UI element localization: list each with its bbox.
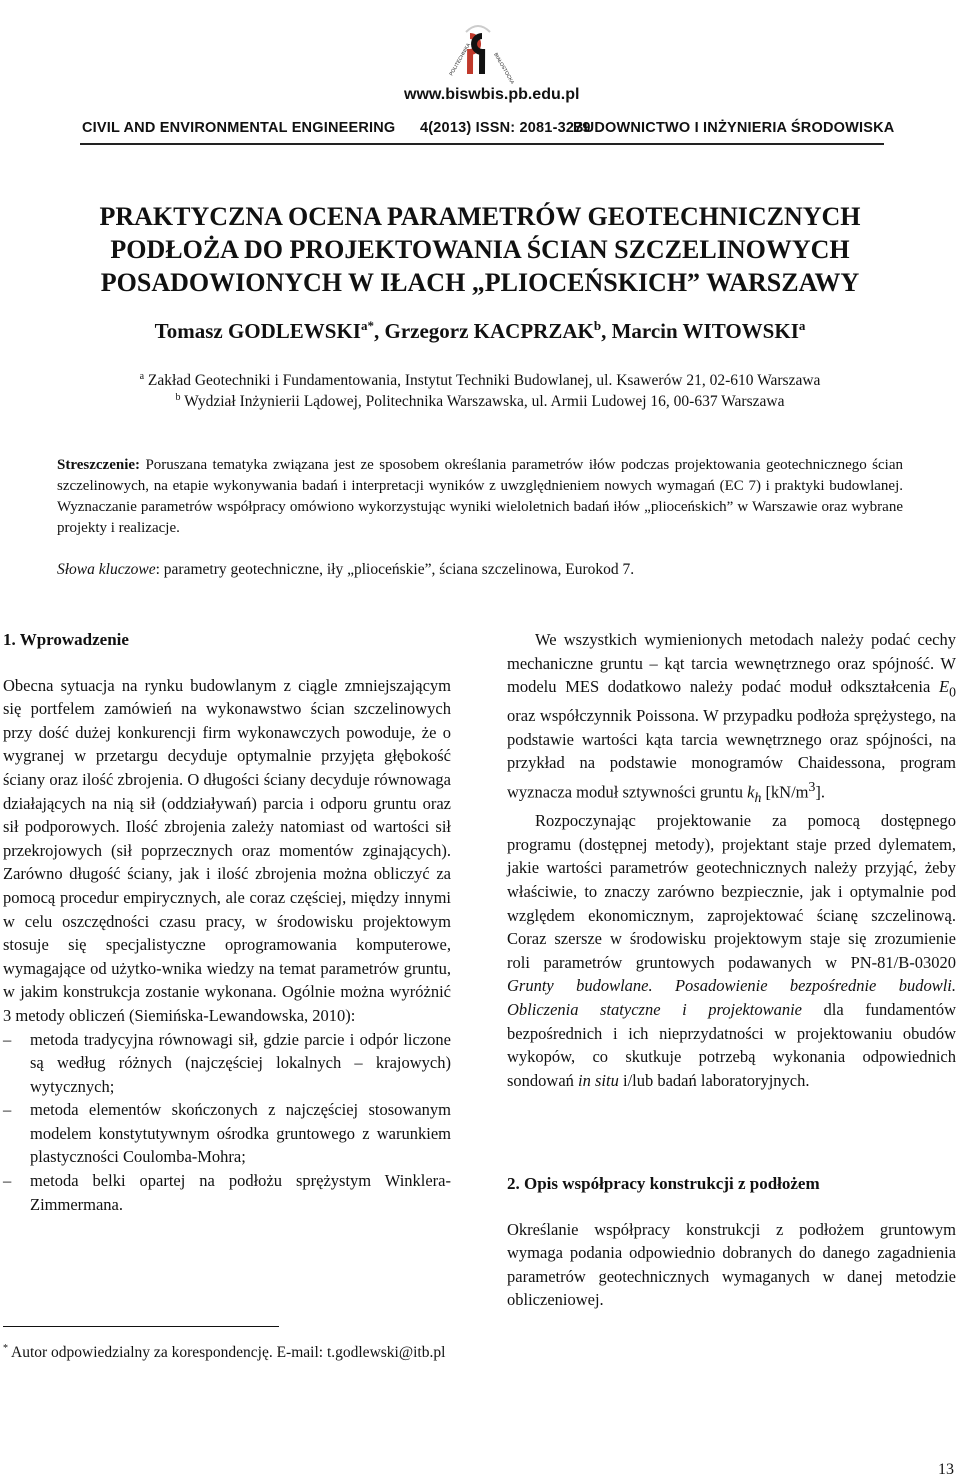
abstract xyxy=(57,455,903,539)
site-url[interactable]: www.biswbis.pb.edu.pl xyxy=(404,86,580,103)
author-3: , Marcin WITOWSKI xyxy=(601,319,799,343)
abstract-label: Streszczenie: xyxy=(57,457,141,473)
symbol-k: k xyxy=(747,782,755,802)
dash-bullet: – xyxy=(3,1100,12,1120)
abstract-text: Poruszana tematyka związana jest ze sposobem określania parametrów iłów podczas projektowania geotechnicznego ścian szczelinowych, na etapie wykonywania badań i interpretacji wyników z uwzględnieniem nowych wymagań (EC 7) i praktyki budowlanej. Wyznaczanie parametrów współpracy omówiono wykorzystując wyniki wieloletnich badań iłów „plioceńskich” w Warszawie oraz wybrane projekty i realizacje. xyxy=(57,457,903,536)
list-item-text: metoda tradycyjna równowagi sił, gdzie parcie i odpór liczone są według różnych (najczęściej lokalnych – krajowych) wytycznych; xyxy=(30,1029,451,1096)
right-column xyxy=(507,628,956,1092)
right-paragraph-2 xyxy=(507,809,956,1092)
left-column xyxy=(3,628,451,1216)
footnote-text: Autor odpowiedzialny za korespondencję. E-mail: t.godlewski@itb.pl xyxy=(8,1344,446,1362)
journal-name-pl: BUDOWNICTWO I INŻYNIERIA ŚRODOWISKA xyxy=(573,120,895,136)
unit-sup: 3 xyxy=(808,778,816,794)
symbol-E-sub: 0 xyxy=(949,684,956,700)
authors xyxy=(40,318,920,344)
text-run: i/lub badań laboratoryjnych. xyxy=(618,1070,810,1090)
text-run: dla fundamentów bezpośrednich i ich nieprzydatności w projektowaniu obudów wykopów, co skutkuje potrzebą wykonania odpowiednich sondowań xyxy=(507,1000,956,1090)
paper-title xyxy=(40,200,920,299)
list-item-text: metoda belki opartej na podłożu sprężystym Winklera-Zimmermana. xyxy=(30,1171,451,1214)
keywords xyxy=(57,561,903,579)
affiliation-b xyxy=(40,392,920,411)
in-situ-term: in situ xyxy=(578,1070,619,1090)
keywords-label: Słowa kluczowe xyxy=(57,561,156,578)
affiliation-a-sup: a xyxy=(139,371,145,382)
title-line: PRAKTYCZNA OCENA PARAMETRÓW GEOTECHNICZNYCH xyxy=(99,202,861,231)
symbol-k-sub: h xyxy=(754,789,762,805)
text-run: Rozpoczynając projektowanie za pomocą dostępnego programu (dostępnej metody), projektant staje przed dylematem, jakie wartości parametrów geotechnicznych należy przyjąć, żeby właściwie, to znaczy zarówno bezpiecznie, jak i optymalnie pod względem ekonomicznym, zaprojektować ścianę szczelinową. Coraz szersze w środowisku projektowym staje się zrozumienie roli parametrów gruntowych podawanych w PN-81/B-03020 xyxy=(507,811,956,972)
text-run: oraz współczynnik Poissona. W przypadku podłoża sprężystego, na podstawie wartości kąta tarcia wewnętrznego oraz spójności, na przykład na podstawie monogramów Chaidessona, program wyznacza moduł sztywności gruntu xyxy=(507,706,956,802)
logo-text-left: POLITECHNIKA xyxy=(448,42,473,77)
keywords-text: : parametry geotechniczne, iły „plioceńskie”, ściana szczelinowa, Eurokod 7. xyxy=(155,561,635,578)
journal-name-en: CIVIL AND ENVIRONMENTAL ENGINEERING xyxy=(82,120,396,136)
affiliation-a-text: Zakład Geotechniki i Fundamentowania, Instytut Techniki Budowlanej, ul. Ksawerów 21, 02-610 Warszawa xyxy=(144,372,821,390)
list-item xyxy=(3,1028,451,1099)
author-2-sup: b xyxy=(593,318,602,333)
methods-list xyxy=(3,1028,451,1217)
section-1-paragraph: Obecna sytuacja na rynku budowlanym z ciągle zmniejszającym się portfelem zamówień na wykonawstwo ścian szczelinowych przy dość dużej konkurencji firm wykonawczych powoduje, że o wygranej w przetargu decyduje optymalnie przyjęta głębokość ściany oraz ilość zbrojenia. O długości ściany decyduje równowaga działających na nią sił (oddziaływań) parcia i odporu gruntu oraz sił podporowych. Ilość zbrojenia zależy natomiast od wartości sił przekrojowych (sił poprzecznych oraz momentów zginających). Zarówno długość ściany, jak i ilość zbrojenia można obliczyć za pomocą procedur empirycznych, ale coraz częściej, między innymi w celu oszczędności czasu pracy, w środowisku projektowym stosuje się specjalistyczne oprogramowania komputerowe, wymagające od użytko-wnika wiedzy na temat parametrów gruntu, w jakim konstrukcja zostanie wykonana. Ogólnie można wyróżnić 3 metody obliczeń (Siemińska-Lewandowska, 2010): xyxy=(3,675,451,1025)
right-paragraph-1 xyxy=(507,628,956,809)
list-item-text: metoda elementów skończonych z najczęściej stosowanym modelem konstytutywnym ośrodka gruntowego z warunkiem plastyczności Coulomba-Mohra; xyxy=(30,1100,451,1167)
footnote xyxy=(3,1343,445,1362)
dash-bullet: – xyxy=(3,1171,12,1191)
title-line: POSADOWIONYCH W IŁACH „PLIOCEŃSKICH” WARSZAWY xyxy=(100,268,860,297)
affiliation-a xyxy=(40,371,920,390)
author-3-sup: a xyxy=(798,318,806,333)
title-line: PODŁOŻA DO PROJEKTOWANIA ŚCIAN SZCZELINOWYCH xyxy=(110,235,850,264)
unit-text-end: ]. xyxy=(815,782,826,802)
issue-issn: 4(2013) ISSN: 2081-3279 xyxy=(420,120,591,136)
section-2 xyxy=(507,1172,956,1312)
author-1: Tomasz GODLEWSKI xyxy=(154,319,361,343)
affiliation-b-sup: b xyxy=(175,392,181,403)
unit-text: [kN/m xyxy=(761,782,809,802)
section-2-paragraph: Określanie współpracy konstrukcji z podłożem gruntowym wymaga podania odpowiednio dobranych do danego zagadnienia parametrów geotechnicznych wymaganych w danej metodzie obliczeniowej. xyxy=(507,1219,956,1310)
page-number: 13 xyxy=(938,1461,954,1478)
standard-title: Grunty budowlane. Posadowienie bezpośrednie budowli. Obliczenia statyczne i projektowanie xyxy=(507,976,956,1019)
affiliation-b-text: Wydział Inżynierii Lądowej, Politechnika Warszawska, ul. Armii Ludowej 16, 00-637 Warszawa xyxy=(180,393,785,411)
section-1-heading: 1. Wprowadzenie xyxy=(3,630,129,649)
text-run: We wszystkich wymienionych metodach należy podać cechy mechaniczne gruntu – kąt tarcia wewnętrznego oraz spójność. W modelu MES dodatkowo należy podać moduł odkształcenia xyxy=(507,630,956,697)
university-logo xyxy=(430,14,526,84)
footnote-sup: * xyxy=(3,1343,8,1354)
header-divider xyxy=(80,143,884,145)
logo-text-right: BIAŁOSTOCKA xyxy=(492,52,516,84)
list-item xyxy=(3,1098,451,1169)
section-2-heading: 2. Opis współpracy konstrukcji z podłożem xyxy=(507,1174,820,1193)
author-2: , Grzegorz KACPRZAK xyxy=(373,319,594,343)
author-1-sup: a* xyxy=(360,318,374,333)
symbol-E: E xyxy=(939,677,950,697)
list-item xyxy=(3,1169,451,1216)
footnote-divider xyxy=(3,1326,279,1327)
dash-bullet: – xyxy=(3,1029,12,1049)
